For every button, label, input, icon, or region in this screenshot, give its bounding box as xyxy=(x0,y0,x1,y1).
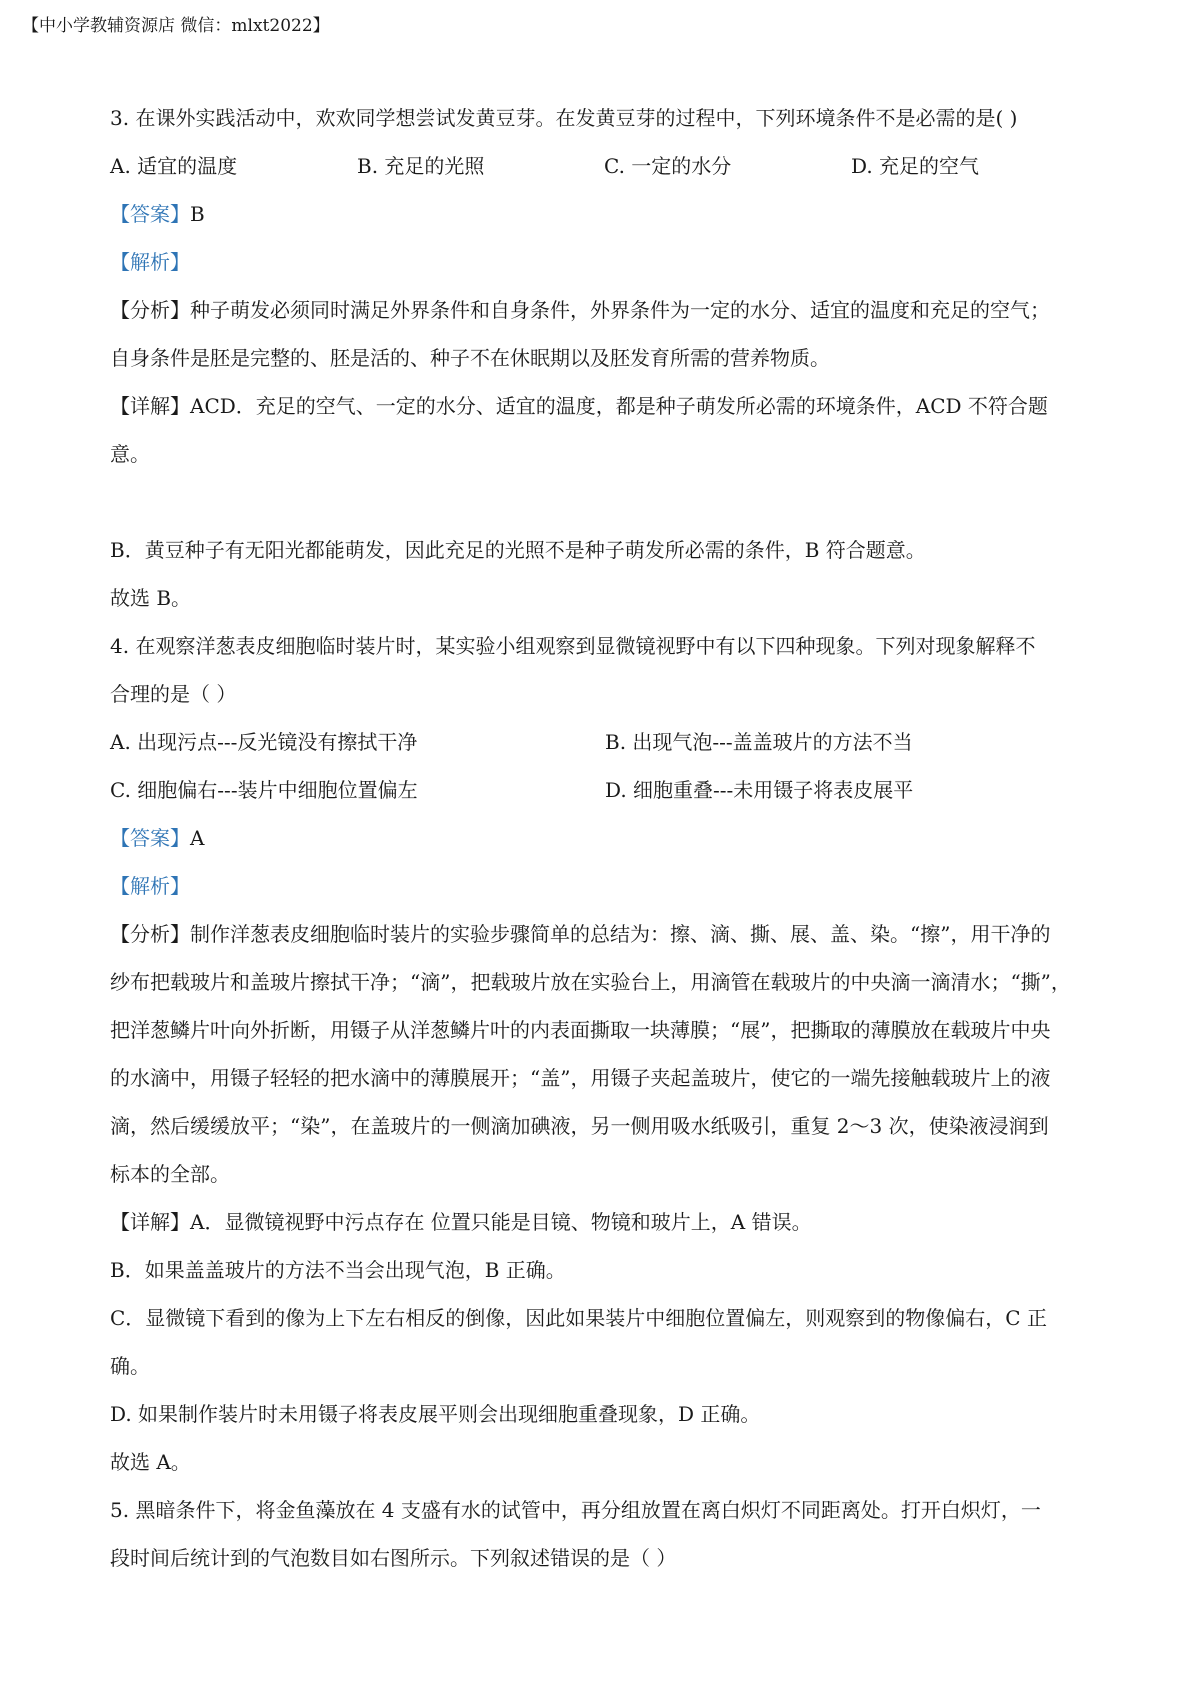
q4-option-b: B. 出现气泡---盖盖玻片的方法不当 xyxy=(605,730,913,754)
q3-stem: 3. 在课外实践活动中，欢欢同学想尝试发黄豆芽。在发黄豆芽的过程中，下列环境条件不是必需的是( ) xyxy=(110,106,1018,130)
q4-analysis-tag: 【解析】 xyxy=(110,874,190,898)
document-body xyxy=(110,94,1100,1582)
q4-answer-value: A xyxy=(190,826,205,850)
q4-xiangjie-a: 【详解】A．显微镜视野中污点存在 位置只能是目镜、物镜和玻片上，A 错误。 xyxy=(110,1210,812,1234)
q4-fenxi-line-4: 的水滴中，用镊子轻轻的把水滴中的薄膜展开；“盖”，用镊子夹起盖玻片，使它的一端先接触载玻片上的液 xyxy=(110,1066,1051,1090)
q4-xiangjie-d: D. 如果制作装片时未用镊子将表皮展平则会出现细胞重叠现象，D 正确。 xyxy=(110,1402,761,1426)
q4-answer-tag: 【答案】 xyxy=(110,826,190,850)
q3-answer-value: B xyxy=(190,202,205,226)
q4-fenxi-line-5: 滴，然后缓缓放平；“染”，在盖玻片的一侧滴加碘液，另一侧用吸水纸吸引，重复 2～3 次，使染液浸润到 xyxy=(110,1114,1049,1138)
blank-gap xyxy=(110,478,1100,526)
q3-option-a: A. 适宜的温度 xyxy=(110,154,238,178)
q3-fenxi-line-1: 【分析】种子萌发必须同时满足外界条件和自身条件，外界条件为一定的水分、适宜的温度和充足的空气； xyxy=(110,298,1050,322)
q4-stem-line-1: 4. 在观察洋葱表皮细胞临时装片时，某实验小组观察到显微镜视野中有以下四种现象。下列对现象解释不 xyxy=(110,634,1036,658)
q4-xiangjie-b: B．如果盖盖玻片的方法不当会出现气泡，B 正确。 xyxy=(110,1258,566,1282)
q4-stem-line-2: 合理的是（ ） xyxy=(110,682,237,706)
q4-options-row-2 xyxy=(110,766,1100,814)
q3-answer-tag: 【答案】 xyxy=(110,202,190,226)
q3-conclusion: 故选 B。 xyxy=(110,586,192,610)
q4-xiangjie-c-line-2: 确。 xyxy=(110,1354,150,1378)
q3-options xyxy=(110,142,1100,190)
q4-fenxi-line-3: 把洋葱鳞片叶向外折断，用镊子从洋葱鳞片叶的内表面撕取一块薄膜；“展”，把撕取的薄膜放在载玻片中央 xyxy=(110,1018,1051,1042)
q4-option-c: C. 细胞偏右---装片中细胞位置偏左 xyxy=(110,778,418,802)
q3-xiangjie-line-2: 意。 xyxy=(110,442,150,466)
q4-conclusion: 故选 A。 xyxy=(110,1450,191,1474)
watermark-header: 【中小学教辅资源店 微信：mlxt2022】 xyxy=(22,16,330,36)
q4-options-row-1 xyxy=(110,718,1100,766)
q4-option-a: A. 出现污点---反光镜没有擦拭干净 xyxy=(110,730,418,754)
q3-analysis-tag: 【解析】 xyxy=(110,250,190,274)
q4-fenxi-line-2: 纱布把载玻片和盖玻片擦拭干净；“滴”，把载玻片放在实验台上，用滴管在载玻片的中央滴一滴清水；“撕”， xyxy=(110,970,1071,994)
q5-stem-line-1: 5. 黑暗条件下，将金鱼藻放在 4 支盛有水的试管中，再分组放置在离白炽灯不同距离处。打开白炽灯，一 xyxy=(110,1498,1041,1522)
q4-fenxi-line-6: 标本的全部。 xyxy=(110,1162,230,1186)
q5-stem-line-2: 段时间后统计到的气泡数目如右图所示。下列叙述错误的是（ ） xyxy=(110,1546,677,1570)
q3-answer xyxy=(110,190,1100,238)
q3-xiangjie-line-1: 【详解】ACD．充足的空气、一定的水分、适宜的温度，都是种子萌发所必需的环境条件，ACD 不符合题 xyxy=(110,394,1048,418)
q4-answer xyxy=(110,814,1100,862)
q3-option-b-explanation: B．黄豆种子有无阳光都能萌发，因此充足的光照不是种子萌发所必需的条件，B 符合题意。 xyxy=(110,538,926,562)
q3-option-d: D. 充足的空气 xyxy=(851,154,980,178)
q3-fenxi-line-2: 自身条件是胚是完整的、胚是活的、种子不在休眠期以及胚发育所需的营养物质。 xyxy=(110,346,830,370)
q4-option-d: D. 细胞重叠---未用镊子将表皮展平 xyxy=(605,778,914,802)
q4-xiangjie-c-line-1: C．显微镜下看到的像为上下左右相反的倒像，因此如果装片中细胞位置偏左，则观察到的物像偏右，C 正 xyxy=(110,1306,1047,1330)
q3-option-c: C. 一定的水分 xyxy=(604,154,732,178)
q4-fenxi-line-1: 【分析】制作洋葱表皮细胞临时装片的实验步骤简单的总结为：擦、滴、撕、展、盖、染。“擦”，用干净的 xyxy=(110,922,1051,946)
q3-option-b: B. 充足的光照 xyxy=(357,154,485,178)
